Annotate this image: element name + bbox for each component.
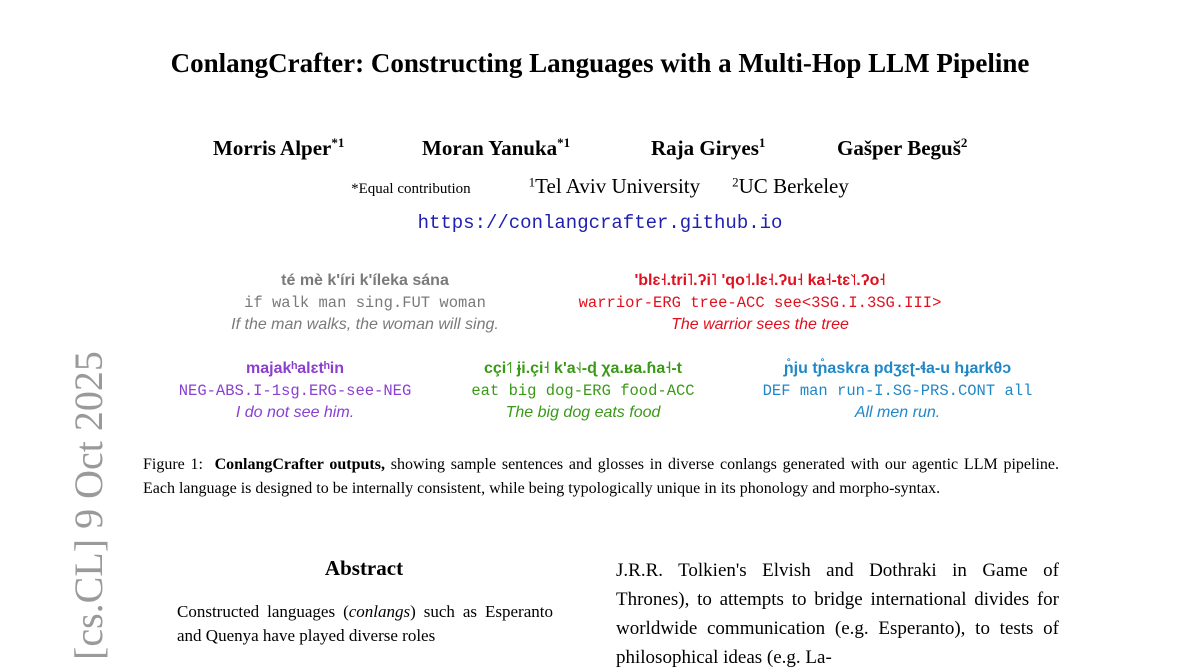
- affiliation-mark: 1: [528, 174, 536, 190]
- author-affiliation-mark: 2: [960, 135, 968, 150]
- equal-contribution-note: *Equal contribution: [351, 181, 471, 197]
- author-name: Gašper Beguš: [837, 136, 961, 160]
- conlang-sentence: 'blɛ˧.tri˥.ʔi˥ 'qo˦.lɛ˧.ʔu˧ ka˧-tɛ˥˦.ʔo˧: [634, 272, 886, 289]
- affiliations: [0, 174, 1200, 199]
- affiliation-tel-aviv: Tel Aviv University: [535, 174, 701, 198]
- gloss-line: eat big dog-ERG food-ACC: [471, 382, 695, 400]
- gloss-line: DEF man run-I.SG-PRS.CONT all: [762, 382, 1033, 400]
- translation-line: The warrior sees the tree: [671, 316, 849, 333]
- abstract-body: [177, 600, 553, 648]
- author-1: [213, 135, 344, 161]
- conlang-sentence: cçi˦˥ ɉi.çi˧ k'a˧˨-ɖ χa.ʁa.ɦa˧-t: [483, 360, 683, 377]
- abstract-text-end: ) such as Esperanto and Quenya have played diverse roles: [177, 602, 553, 645]
- example-block-3: [150, 358, 440, 424]
- abstract-heading: Abstract: [324, 556, 404, 580]
- author-name: Morris Alper: [213, 136, 332, 160]
- arxiv-stamp: [cs.CL] 9 Oct 2025: [66, 351, 111, 660]
- author-3: [651, 135, 765, 161]
- caption-bold: ConlangCrafter outputs,: [214, 456, 385, 473]
- intro-column-text: J.R.R. Tolkien's Elvish and Dothraki in Game of Thrones), to attempts to bridge international divides for worldwide communication (e.g. Esperanto), to tests of philosophical ideas (e.g. La-: [616, 560, 1059, 668]
- paper-title: ConlangCrafter: Constructing Languages with a Multi-Hop LLM Pipeline: [170, 48, 1030, 78]
- author-name: Raja Giryes: [651, 136, 759, 160]
- example-block-4: [443, 358, 723, 424]
- gloss-line: NEG-ABS.I-1sg.ERG-see-NEG: [178, 382, 412, 400]
- translation-line: I do not see him.: [235, 404, 355, 421]
- conlang-sentence: majakʰalɛtʰin: [246, 360, 344, 377]
- abstract-emphasis: conlangs: [348, 602, 411, 621]
- author-affiliation-mark: *1: [331, 135, 345, 150]
- gloss-line: warrior-ERG tree-ACC see<3SG.I.3SG.III>: [578, 294, 942, 312]
- example-block-1: [200, 270, 530, 336]
- abstract-text-start: Constructed languages (: [177, 602, 349, 621]
- author-name: Moran Yanuka: [422, 136, 558, 160]
- figure-caption: [143, 453, 1059, 501]
- translation-line: The big dog eats food: [505, 404, 661, 421]
- example-block-5: [730, 358, 1065, 424]
- affiliation-berkeley: UC Berkeley: [738, 174, 849, 198]
- author-4: [837, 135, 967, 161]
- author-2: [422, 135, 570, 161]
- translation-line: All men run.: [854, 404, 941, 421]
- affiliation-mark: 2: [732, 174, 739, 190]
- caption-text: showing sample sentences and glosses in diverse conlangs generated with our agentic LLM pipeline. Each language is designed to be internally consistent, while being typologically unique in its phonology and morpho-syntax.: [143, 456, 1060, 497]
- conlang-sentence: ɲ̊ju tɲ̊askɾa pdʒɛʈ-ɬa-u hɟarkθɔ: [783, 360, 1012, 377]
- project-url-link[interactable]: https://conlangcrafter.github.io: [417, 212, 783, 234]
- gloss-line: if walk man sing.FUT woman: [244, 294, 486, 312]
- author-affiliation-mark: 1: [758, 135, 766, 150]
- author-affiliation-mark: *1: [557, 135, 571, 150]
- translation-line: If the man walks, the woman will sing.: [231, 316, 499, 333]
- conlang-sentence: té mè k'íri k'íleka sána: [281, 272, 449, 289]
- caption-label: Figure 1:: [143, 456, 203, 473]
- example-block-2: [540, 270, 980, 336]
